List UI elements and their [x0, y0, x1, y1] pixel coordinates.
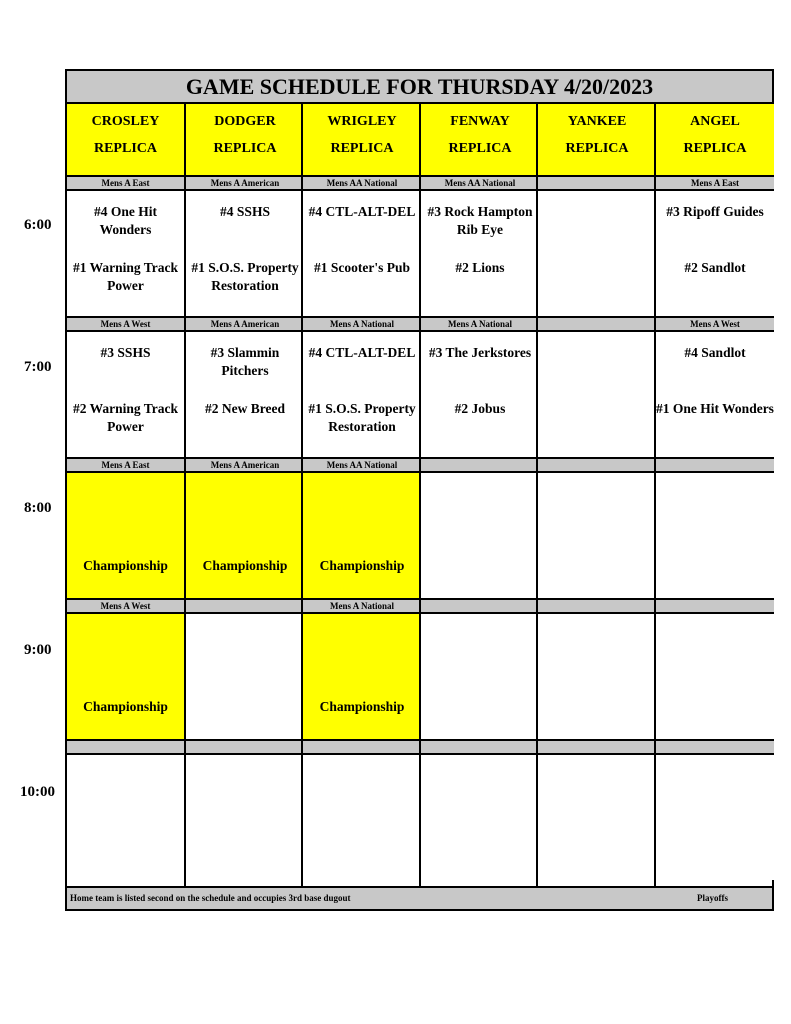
home-team: #1 Scooter's Pub	[314, 260, 410, 275]
home-team: #1 Warning Track Power	[72, 260, 179, 293]
game-slot	[67, 755, 184, 880]
field-columns	[67, 104, 772, 886]
field-name: CROSLEY	[91, 114, 160, 129]
home-team: #2 Lions	[455, 260, 505, 275]
division-label	[421, 457, 539, 473]
division-label	[538, 316, 656, 332]
field-header	[538, 104, 656, 175]
home-team: #1 One Hit Wonders	[656, 401, 774, 416]
home-team: #2 Sandlot	[684, 260, 746, 275]
game-slot	[421, 332, 539, 457]
division-label	[67, 739, 184, 755]
field-column	[67, 104, 184, 886]
division-label: Mens A American	[186, 457, 304, 473]
game-slot	[421, 755, 539, 880]
division-label: Mens A American	[186, 175, 304, 191]
division-label	[538, 457, 656, 473]
game-slot	[303, 332, 421, 457]
playoffs-label: Playoffs	[697, 893, 728, 903]
division-label: Mens A East	[67, 175, 184, 191]
game-slot	[656, 755, 774, 880]
schedule-table	[65, 69, 774, 911]
field-column	[184, 104, 304, 886]
field-replica-label: REPLICA	[683, 141, 747, 156]
game-slot	[303, 755, 421, 880]
away-team: #3 The Jerkstores	[428, 345, 532, 360]
time-label: 9:00	[24, 642, 52, 658]
game-slot	[538, 332, 656, 457]
game-slot	[538, 755, 656, 880]
championship-label: Championship	[83, 558, 168, 573]
championship-label: Championship	[202, 558, 288, 573]
division-label: Mens A West	[656, 316, 774, 332]
field-column	[654, 104, 774, 886]
home-team: #1 S.O.S. Property Restoration	[191, 260, 299, 293]
time-label: 8:00	[24, 500, 52, 516]
field-column	[536, 104, 656, 886]
division-label	[538, 175, 656, 191]
field-header	[303, 104, 421, 175]
game-slot	[421, 191, 539, 316]
field-name: YANKEE	[567, 114, 627, 129]
away-team: #4 One Hit Wonders	[94, 204, 157, 237]
field-name: FENWAY	[450, 114, 510, 129]
division-label: Mens A National	[421, 316, 539, 332]
division-label: Mens AA National	[303, 175, 421, 191]
field-replica-label: REPLICA	[213, 141, 277, 156]
field-name: ANGEL	[690, 114, 740, 129]
field-header	[656, 104, 774, 175]
game-slot	[656, 473, 774, 598]
game-slot	[538, 473, 656, 598]
footer-bar	[67, 886, 772, 909]
time-label: 7:00	[24, 359, 52, 375]
field-replica-label: REPLICA	[93, 141, 157, 156]
home-team-note: Home team is listed second on the schedule and occupies 3rd base dugout	[70, 893, 351, 903]
division-label	[186, 739, 304, 755]
game-slot	[303, 473, 421, 598]
game-slot	[186, 473, 304, 598]
division-label: Mens A West	[67, 316, 184, 332]
division-label: Mens A National	[303, 598, 421, 614]
field-column	[419, 104, 539, 886]
away-team: #4 CTL-ALT-DEL	[308, 204, 416, 219]
division-label: Mens A East	[656, 175, 774, 191]
game-slot	[421, 614, 539, 739]
game-slot	[656, 191, 774, 316]
division-label	[656, 598, 774, 614]
field-header	[421, 104, 539, 175]
game-slot	[656, 614, 774, 739]
division-label	[186, 598, 304, 614]
game-slot	[186, 191, 304, 316]
field-column	[301, 104, 421, 886]
championship-label: Championship	[319, 558, 405, 573]
game-slot	[67, 614, 184, 739]
division-label: Mens AA National	[303, 457, 421, 473]
game-slot	[67, 332, 184, 457]
field-replica-label: REPLICA	[330, 141, 394, 156]
game-slot	[186, 332, 304, 457]
away-team: #4 CTL-ALT-DEL	[308, 345, 416, 360]
division-label: Mens A West	[67, 598, 184, 614]
away-team: #4 SSHS	[220, 204, 270, 219]
division-label: Mens AA National	[421, 175, 539, 191]
game-slot	[303, 191, 421, 316]
game-slot	[186, 755, 304, 880]
field-replica-label: REPLICA	[448, 141, 512, 156]
game-slot	[67, 191, 184, 316]
field-header	[186, 104, 304, 175]
away-team: #3 Ripoff Guides	[666, 204, 764, 219]
home-team: #2 Warning Track Power	[72, 401, 179, 434]
game-slot	[421, 473, 539, 598]
division-label: Mens A National	[303, 316, 421, 332]
time-label: 10:00	[20, 784, 55, 800]
game-slot	[67, 473, 184, 598]
away-team: #3 Rock Hampton Rib Eye	[427, 204, 533, 237]
division-label: Mens A American	[186, 316, 304, 332]
game-slot	[656, 332, 774, 457]
time-label: 6:00	[24, 217, 52, 233]
division-label	[656, 739, 774, 755]
division-label	[656, 457, 774, 473]
home-team: #2 Jobus	[454, 401, 506, 416]
field-header	[67, 104, 184, 175]
away-team: #3 Slammin Pitchers	[210, 345, 280, 378]
championship-label: Championship	[319, 699, 405, 714]
division-label	[538, 598, 656, 614]
page-title: GAME SCHEDULE FOR THURSDAY 4/20/2023	[67, 71, 772, 104]
game-slot	[538, 191, 656, 316]
game-slot	[186, 614, 304, 739]
championship-label: Championship	[83, 699, 168, 714]
division-label: Mens A East	[67, 457, 184, 473]
division-label	[538, 739, 656, 755]
away-team: #3 SSHS	[100, 345, 151, 360]
field-name: DODGER	[214, 114, 276, 129]
away-team: #4 Sandlot	[684, 345, 746, 360]
division-label	[421, 598, 539, 614]
game-slot	[303, 614, 421, 739]
home-team: #2 New Breed	[205, 401, 285, 416]
field-replica-label: REPLICA	[565, 141, 629, 156]
division-label	[421, 739, 539, 755]
division-label	[303, 739, 421, 755]
home-team: #1 S.O.S. Property Restoration	[308, 401, 416, 434]
game-slot	[538, 614, 656, 739]
field-name: WRIGLEY	[327, 114, 397, 129]
